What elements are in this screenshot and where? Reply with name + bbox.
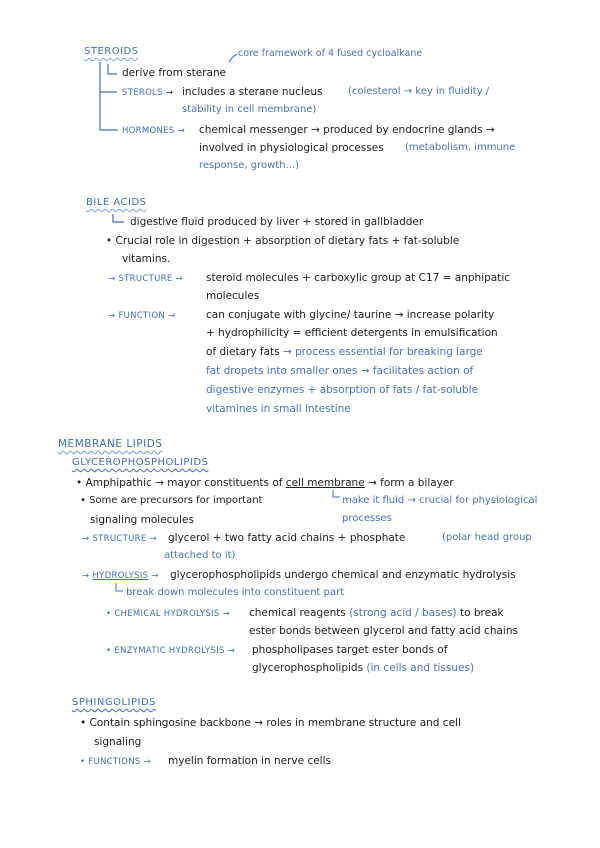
sphingolipids-bullet-1-cont: signaling xyxy=(94,736,142,748)
bile-function-text-4: fat dropets into smaller ones → facilitates action of xyxy=(206,365,474,377)
sphingolipids-functions-text: myelin formation in nerve cells xyxy=(168,755,331,767)
membrane-lipids-heading: MEMBRANE LIPIDS xyxy=(58,438,163,450)
hydrolysis-note: break down molecules into constituent part xyxy=(126,587,345,598)
bile-structure-text-2: molecules xyxy=(206,290,260,302)
chemical-hydrolysis-text-2: ester bonds between glycerol and fatty acid chains xyxy=(249,625,518,637)
glycero-structure-label: → STRUCTURE → xyxy=(82,534,157,544)
bile-function-text-1: can conjugate with glycine/ taurine → increase polarity xyxy=(206,309,495,321)
hormones-text-2: involved in physiological processes xyxy=(199,142,384,154)
fluid-note-1: make it fluid → crucial for physiological xyxy=(342,495,538,506)
precursors-line-1: • Some are precursors for important xyxy=(80,495,263,506)
bile-structure-text-1: steroid molecules + carboxylic group at C17 = anphipatic xyxy=(206,272,511,284)
glycerophospholipids-heading: GLYCEROPHOSPHOLIPIDS xyxy=(72,457,209,468)
steroids-derive: derive from sterane xyxy=(122,67,227,79)
sterols-note-1: (colesterol → key in fluidity / xyxy=(348,86,490,97)
chemical-hydrolysis-text-1: chemical reagents (strong acid / bases) to break xyxy=(249,607,504,619)
steroids-heading: STEROIDS xyxy=(84,46,139,57)
fluid-note-2: processes xyxy=(342,513,392,524)
hormones-note-1: (metabolism, immune xyxy=(405,142,516,153)
bile-structure-label: → STRUCTURE → xyxy=(108,274,183,284)
bile-function-text-2: + hydrophilicity = efficient detergents in emulsification xyxy=(206,327,498,339)
sterols-text: includes a sterane nucleus xyxy=(182,86,323,98)
sterols-note-2: stability in cell membrane) xyxy=(182,104,317,115)
sphingolipids-functions-label: • FUNCTIONS → xyxy=(80,757,152,767)
bile-acids-heading: BILE ACIDS xyxy=(86,197,147,208)
precursors-line-2: signaling molecules xyxy=(90,514,194,526)
steroids-framework-note: core framework of 4 fused cycloalkane xyxy=(238,48,423,59)
sterols-label: STEROLS → xyxy=(122,88,174,98)
bile-acids-bullet-cont: vitamins. xyxy=(122,253,171,265)
bile-acids-bullet: • Crucial role in digestion + absorption of dietary fats + fat-soluble xyxy=(106,235,460,247)
glycero-structure-text: glycerol + two fatty acid chains + phosphate xyxy=(168,532,406,544)
hormones-label: HORMONES → xyxy=(122,126,185,136)
bile-acids-definition: digestive fluid produced by liver + stored in gallbladder xyxy=(130,216,424,228)
sphingolipids-heading: SPHINGOLIPIDS xyxy=(72,697,156,708)
hormones-note-2: response, growth...) xyxy=(199,160,300,171)
bile-function-text-3: of dietary fats → process essential for breaking large xyxy=(206,346,483,358)
bile-function-text-5: digestive enzymes + absorption of fats / fat-soluble xyxy=(206,384,479,396)
enzymatic-hydrolysis-label: • ENZYMATIC HYDROLYSIS → xyxy=(106,646,236,656)
amphipathic-line: • Amphipathic → mayor constituents of cell membrane → form a bilayer xyxy=(76,477,454,489)
chemical-hydrolysis-label: • CHEMICAL HYDROLYSIS → xyxy=(106,609,231,619)
enzymatic-hydrolysis-text-2: glycerophospholipids (in cells and tissues) xyxy=(252,662,475,674)
bile-function-text-6: vitamines in small intestine xyxy=(206,403,351,415)
bile-function-label: → FUNCTION → xyxy=(108,311,176,321)
glycero-structure-note-1: (polar head group xyxy=(442,532,532,543)
sphingolipids-bullet-1: • Contain sphingosine backbone → roles in membrane structure and cell xyxy=(80,717,461,729)
hydrolysis-label: → HYDROLYSIS → xyxy=(82,571,159,581)
hormones-text-1: chemical messenger → produced by endocrine glands → xyxy=(199,124,495,136)
hydrolysis-text: glycerophospholipids undergo chemical and enzymatic hydrolysis xyxy=(170,569,516,581)
glycero-structure-note-2: attached to it) xyxy=(164,550,236,561)
enzymatic-hydrolysis-text-1: phospholipases target ester bonds of xyxy=(252,644,448,656)
